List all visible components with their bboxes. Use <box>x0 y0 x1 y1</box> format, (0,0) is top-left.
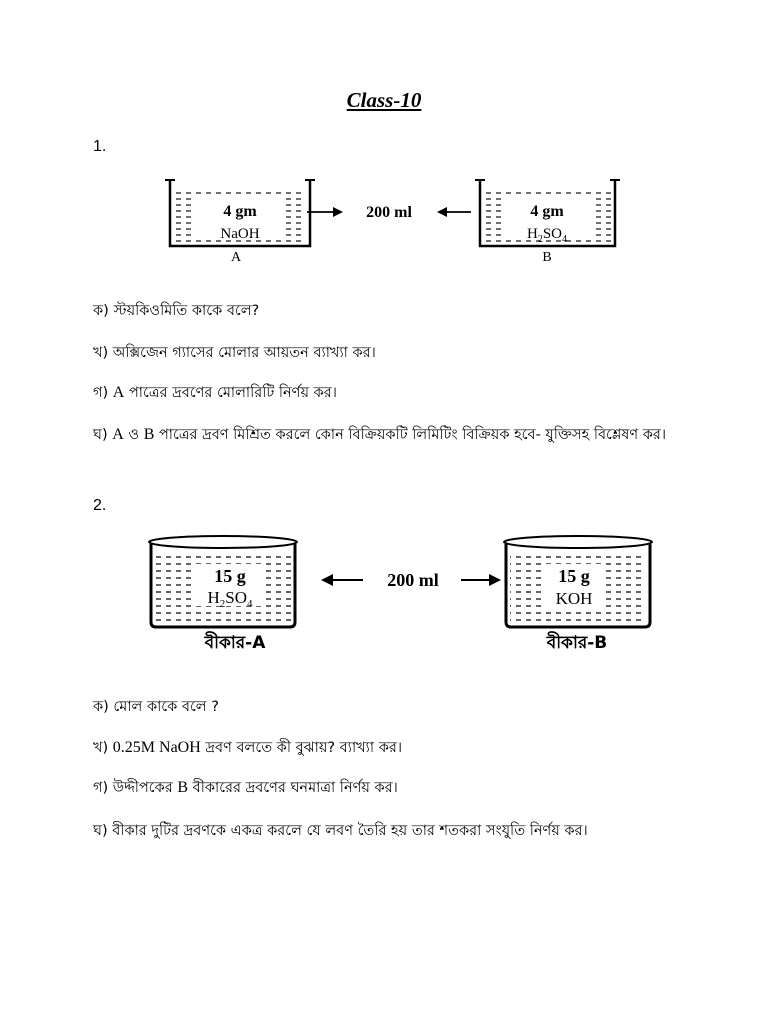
beaker-b-label: বীকার-B <box>546 633 608 653</box>
beaker-a-label: A <box>230 250 242 265</box>
beaker-b <box>504 536 652 653</box>
beaker-b-mass: 4 gm <box>530 203 564 220</box>
question-1-part-ga: গ) A পাত্রের দ্রবণের মোলারিটি নির্ণয় কর। <box>93 384 337 401</box>
beaker-b <box>475 180 620 265</box>
beaker-a-mass: 15 g <box>214 566 246 586</box>
volume-label: 200 ml <box>366 204 412 221</box>
beaker-a <box>149 536 297 653</box>
beaker-a <box>165 180 315 265</box>
volume-label: 200 ml <box>387 570 439 590</box>
beaker-a-substance: $H_2SO_4$ <box>207 588 253 610</box>
question-2-part-gha: ঘ) বীকার দুটির দ্রবণকে একত্র করলে যে লবণ তৈরি হয় তার শতকরা সংযুতি নির্ণয় কর। <box>93 823 588 839</box>
beaker-b-mass: 15 g <box>558 566 590 586</box>
beaker-b-substance: KOH <box>555 589 593 608</box>
beaker-b-label: B <box>542 250 552 265</box>
question-1-part-kha: খ) অক্সিজেন গ্যাসের মোলার আয়তন ব্যাখ্যা কর। <box>93 345 376 361</box>
beaker-b-substance: $H_2SO_4$ <box>526 226 568 245</box>
question-1-part-ka: ক) স্টয়কিওমিতি কাকে বলে? <box>93 303 260 319</box>
question-2-number: 2. <box>93 497 107 514</box>
question-2-part-ka: ক) মোল কাকে বলে ? <box>93 699 219 715</box>
question-2-beaker-figure <box>95 526 695 656</box>
beaker-a-mass: 4 gm <box>223 203 257 220</box>
question-1-part-gha: ঘ) A ও B পাত্রের দ্রবণ মিশ্রিত করলে কোন বিক্রিয়কটি লিমিটিং বিক্রিয়ক হবে- যুক্তিসহ বিশ্লেষণ কর। <box>93 426 667 443</box>
beaker-a-substance: NaOH <box>220 226 260 242</box>
question-2-part-ga: গ) উদ্দীপকের B বীকারের দ্রবণের ঘনমাত্রা নির্ণয় কর। <box>93 779 398 796</box>
beaker-a-label: বীকার-A <box>204 633 266 653</box>
question-2-part-kha: খ) 0.25M NaOH দ্রবণ বলতে কী বুঝায়? ব্যাখ্যা কর। <box>93 739 403 756</box>
question-1-beaker-figure <box>95 166 695 266</box>
page-title: Class-10 <box>346 88 422 112</box>
question-1-number: 1. <box>93 138 107 155</box>
